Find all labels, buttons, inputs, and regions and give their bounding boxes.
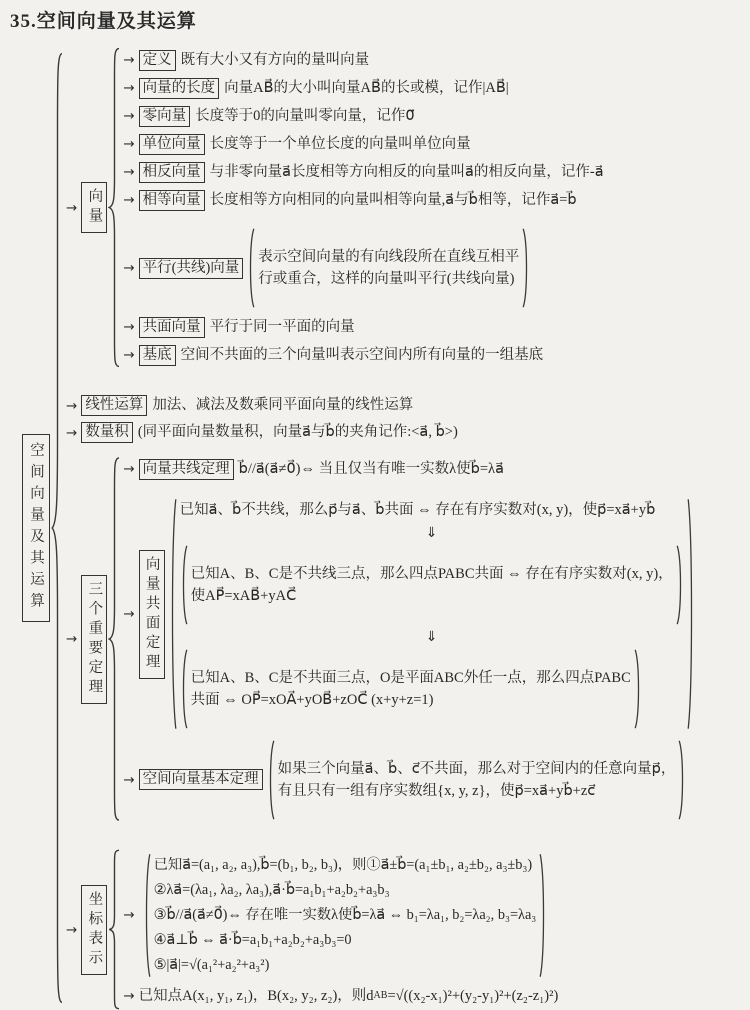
arrow-icon: → <box>123 52 135 68</box>
coplanar-statement-3-line1: 已知A、B、C是不共面三点，O是平面ABC外任一点，那么四点PABC <box>190 670 631 686</box>
branch-coordinates <box>64 849 558 1010</box>
arrow-icon: → <box>66 397 78 414</box>
term-box-vector-length: 向量的长度 <box>139 78 220 99</box>
branch-vector <box>64 46 604 369</box>
term-box-coplanar-theorem: 向量共面定理 <box>139 550 165 679</box>
list-item <box>121 78 508 99</box>
theorem-collinear-row <box>121 459 504 480</box>
left-paren-icon <box>169 497 177 731</box>
arrow-icon: → <box>123 987 135 1004</box>
term-box-opposite-vector: 相反向量 <box>139 162 205 183</box>
right-paren-icon <box>634 649 642 729</box>
theorem-fundamental-row <box>121 740 686 820</box>
arrow-icon: → <box>123 907 135 923</box>
arrow-icon: → <box>123 319 135 335</box>
coplanar-statement-3-group <box>180 649 642 729</box>
arrow-icon: → <box>66 921 78 938</box>
list-item <box>121 228 530 308</box>
distance-formula-row <box>121 985 558 1007</box>
root-node-space-vectors: 空间向量及其运算 <box>22 434 50 622</box>
term-text: 向量AB⃗的大小叫向量AB⃗的长或模，记作|AB⃗| <box>224 79 509 96</box>
term-box-coplanar-vector: 共面向量 <box>139 317 205 338</box>
curly-brace-icon <box>108 46 120 369</box>
right-paren-icon <box>687 497 695 731</box>
theorems-items <box>121 455 694 823</box>
coplanar-statement-1: 已知a⃗、b⃗不共线，那么p⃗与a⃗、b⃗共面 ⇔ 存在有序实数对(x, y)，使p⃗=xa⃗+yb⃗ <box>179 502 656 518</box>
coordinate-formula-3: ③b⃗//a⃗(a⃗≠0⃗)⇔ 存在唯一实数λ使b⃗=λa⃗ ⇔ b₁=λa₁, b₂=λa₂, b₃=λa₃ <box>153 906 537 923</box>
term-text: 长度等于一个单位长度的向量叫单位向量 <box>209 135 471 152</box>
arrow-icon: → <box>123 260 135 276</box>
fundamental-line2: 有且只有一组有序实数组{x, y, z}，使p⃗=xa⃗+yb⃗+zc⃗ <box>277 782 596 799</box>
arrow-icon: → <box>123 461 135 477</box>
arrow-icon: → <box>66 199 78 216</box>
arrow-icon: → <box>123 80 135 96</box>
term-text-line1: 表示空间向量的有向线段所在直线互相平 <box>258 249 520 265</box>
left-paren-icon <box>247 228 255 308</box>
term-text: 加法、减法及数乘同平面向量的线性运算 <box>152 397 414 413</box>
term-text: 长度相等方向相同的向量叫相等向量,a⃗与b⃗相等，记作a⃗=b⃗ <box>209 191 577 208</box>
fundamental-paren-group <box>267 740 687 820</box>
list-item <box>121 134 470 155</box>
coplanar-statement-3-line2: 共面 ⇔ OP⃗=xOA⃗+yOB⃗+zOC⃗ (x+y+z=1) <box>190 692 434 708</box>
arrow-icon: → <box>123 164 135 180</box>
coordinate-formula-5: ⑤|a⃗|=√(a₁²+a₂²+a₃²) <box>153 956 270 973</box>
term-box-zero-vector: 零向量 <box>139 106 191 127</box>
mindmap-tree <box>22 46 750 1010</box>
distance-subscript: AB <box>373 990 388 1001</box>
term-box-dot-product: 数量积 <box>81 422 133 443</box>
theorem-coplanar-row <box>121 497 694 731</box>
arrow-icon: → <box>123 347 135 363</box>
fundamental-line1: 如果三个向量a⃗、b⃗、c⃗不共面，那么对于空间内的任意向量p⃗， <box>277 760 676 777</box>
arrow-icon: → <box>123 606 135 622</box>
arrow-icon: → <box>66 631 78 647</box>
left-paren-icon <box>180 649 188 729</box>
coplanar-paren-group <box>169 497 695 731</box>
list-item <box>121 50 369 71</box>
vector-branch-label: 向量 <box>81 182 107 233</box>
coordinate-formula-1: 已知a⃗=(a₁, a₂, a₃),b⃗=(b₁, b₂, b₃)，则①a⃗±b⃗=(a₁±b₁, a₂±b₂, a₃±b₃) <box>153 856 533 873</box>
term-box-definition: 定义 <box>139 50 176 71</box>
theorems-brace <box>108 455 120 823</box>
coplanar-statement-2-line2: 使AP⃗=xAB⃗+yAC⃗ <box>190 588 297 604</box>
term-box-parallel-vector: 平行(共线)向量 <box>139 258 244 279</box>
coordinate-formula-2: ②λa⃗=(λa₁, λa₂, λa₃),a⃗·b⃗=a₁b₁+a₂b₂+a₃b₃ <box>153 881 390 898</box>
coordinates-label: 坐标表示 <box>81 885 107 975</box>
term-text: (同平面向量数量积，向量a⃗与b⃗的夹角记作:<a⃗, b⃗>) <box>137 424 458 440</box>
term-text: 与非零向量a⃗长度相等方向相反的向量叫a⃗的相反向量，记作-a⃗ <box>209 163 604 180</box>
page-title: 35.空间向量及其运算 <box>10 11 197 32</box>
list-item <box>121 190 576 211</box>
right-paren-icon <box>522 228 530 308</box>
root-brace <box>51 46 63 1010</box>
arrow-icon: → <box>123 108 135 124</box>
coordinate-formula-4: ④a⃗⊥b⃗ ⇔ a⃗·b⃗=a₁b₁+a₂b₂+a₃b₃=0 <box>153 931 352 948</box>
theorem-collinear-formula: b⃗//a⃗(a⃗≠0⃗)⇔ 当且仅当有唯一实数λ使b⃗=λa⃗ <box>238 460 504 477</box>
right-paren-icon <box>676 545 684 625</box>
coordinate-formulas-row <box>121 853 547 978</box>
distance-formula-pre: 已知点A(x₁, y₁, z₁)，B(x₂, y₂, z₂)，则d <box>138 987 374 1004</box>
right-paren-icon <box>678 740 686 820</box>
list-item <box>121 162 603 183</box>
vector-items <box>121 46 603 369</box>
coordinates-brace <box>108 849 120 1010</box>
arrow-icon: → <box>123 192 135 208</box>
arrow-icon: → <box>123 136 135 152</box>
double-down-arrow-icon: ⇓ <box>425 629 438 645</box>
paren-group <box>247 228 530 308</box>
list-item <box>121 317 354 338</box>
coplanar-statement-2-group <box>180 545 684 625</box>
left-paren-icon <box>143 853 151 978</box>
branch-dot-product <box>64 422 458 443</box>
term-text: 空间不共面的三个向量叫表示空间内所有向量的一组基底 <box>180 346 544 363</box>
curly-brace-icon <box>108 455 120 823</box>
term-box-collinear-theorem: 向量共线定理 <box>139 459 234 480</box>
term-box-equal-vector: 相等向量 <box>139 190 205 211</box>
arrow-icon: → <box>123 771 135 788</box>
curly-brace-icon <box>108 849 120 1010</box>
term-text: 平行于同一平面的向量 <box>209 318 355 335</box>
branches-column <box>64 46 695 1010</box>
term-text: 既有大小又有方向的量叫向量 <box>180 51 370 68</box>
branch-linear-operations <box>64 395 413 416</box>
term-box-linear-operations: 线性运算 <box>81 395 147 416</box>
coplanar-statements <box>177 497 687 731</box>
branch-three-theorems <box>64 455 695 823</box>
distance-formula-post: =√((x₂-x₁)²+(y₂-y₁)²+(z₂-z₁)²) <box>387 987 559 1004</box>
list-item <box>121 345 543 366</box>
curly-brace-icon <box>51 46 63 1010</box>
three-theorems-label: 三个重要定理 <box>81 575 107 704</box>
list-item <box>121 106 414 127</box>
right-paren-icon <box>539 853 547 978</box>
term-box-unit-vector: 单位向量 <box>139 134 205 155</box>
term-box-fundamental-theorem: 空间向量基本定理 <box>139 769 263 790</box>
coordinate-formulas-paren-group <box>143 853 548 978</box>
left-paren-icon <box>267 740 275 820</box>
term-box-basis: 基底 <box>139 345 176 366</box>
arrow-icon: → <box>66 424 78 441</box>
left-paren-icon <box>180 545 188 625</box>
double-down-arrow-icon: ⇓ <box>425 525 438 541</box>
term-text: 长度等于0的向量叫零向量，记作0⃗ <box>195 107 415 124</box>
vector-brace <box>108 46 120 369</box>
coordinates-items <box>121 849 558 1010</box>
term-text-line2: 行或重合，这样的向量叫平行(共线向量) <box>258 271 515 287</box>
coplanar-statement-2-line1: 已知A、B、C是不共线三点，那么四点PABC共面 ⇔ 存在有序实数对(x, y)， <box>190 566 673 582</box>
